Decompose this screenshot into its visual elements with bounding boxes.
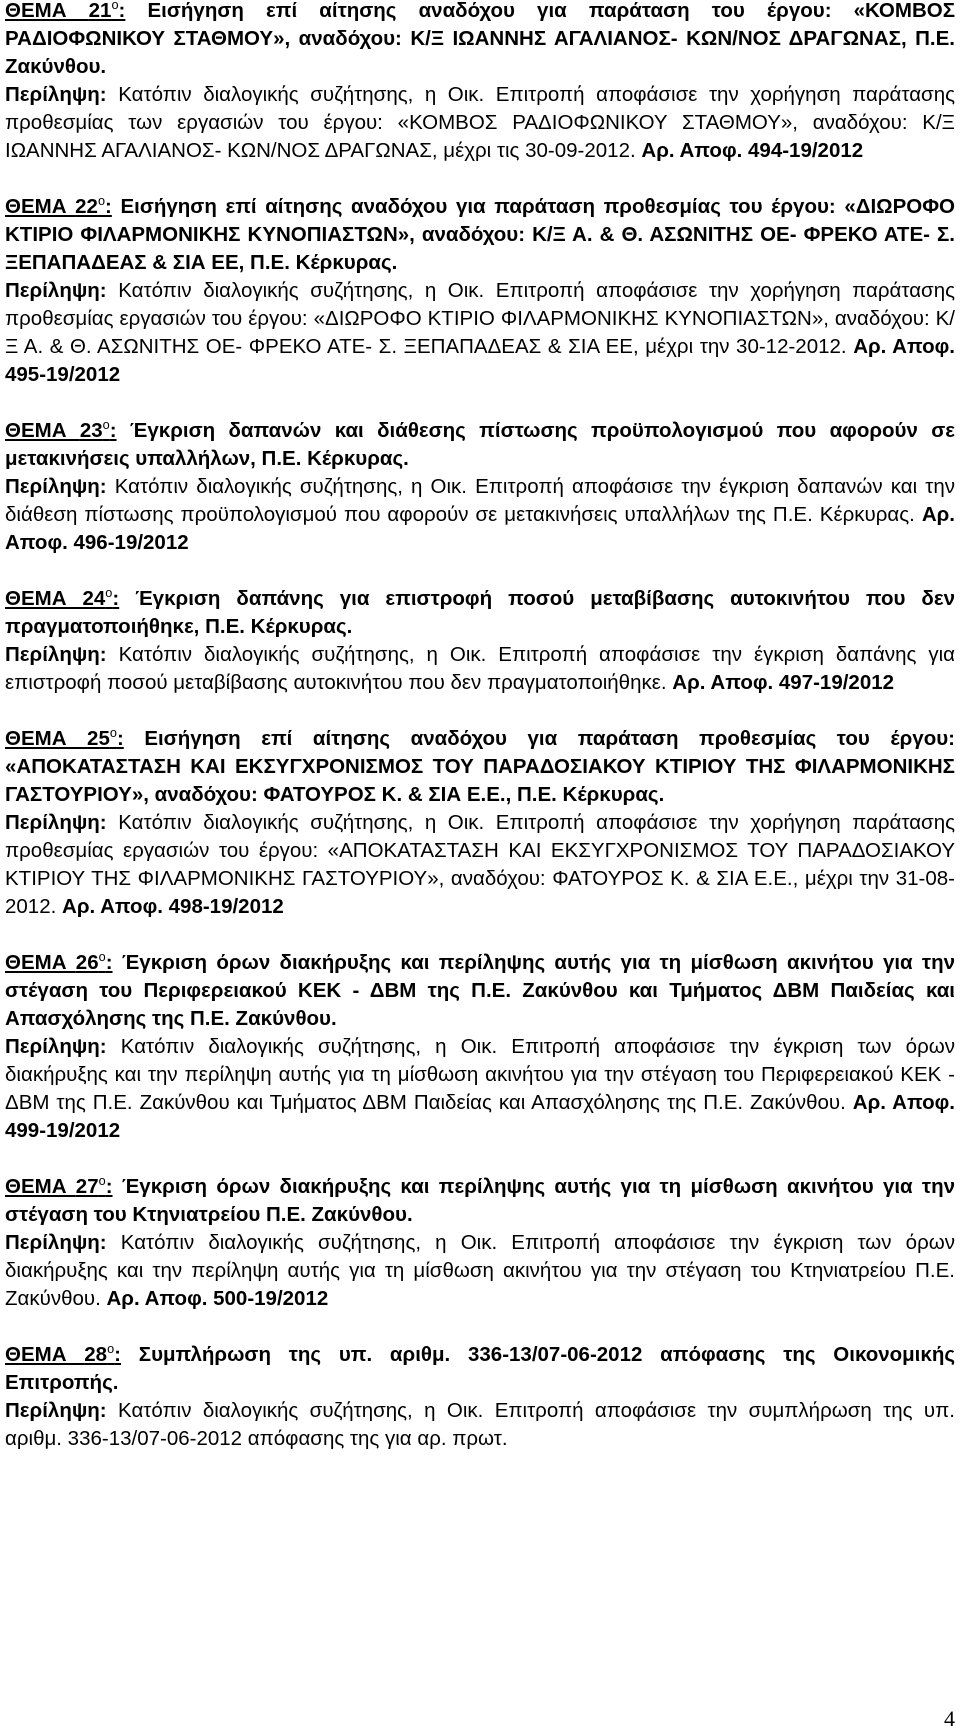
- item-heading: [5, 1341, 955, 1397]
- summary-label: Περίληψη:: [5, 1035, 107, 1058]
- theme-word: ΘΕΜΑ: [5, 1343, 67, 1366]
- summary-text: Κατόπιν διαλογικής συζήτησης, η Οικ. Επιτροπή αποφάσισε την έγκριση των όρων διακήρυξης και την περίληψη αυτής για τη μίσθωση ακινήτου για την στέγαση του Κτηνιατρείου Π.Ε. Ζακύνθου.: [5, 1231, 955, 1310]
- item-heading: [5, 725, 955, 809]
- item-title: Έγκριση όρων διακήρυξης και περίληψης αυτής για τη μίσθωση ακινήτου για την στέγαση του Περιφερειακού ΚΕΚ - ΔΒΜ της Π.Ε. Ζακύνθου και Τμήματος ΔΒΜ Παιδείας και Απασχόλησης της Π.Ε. Ζακύνθου.: [5, 951, 956, 1030]
- item-number: 27: [75, 1175, 99, 1198]
- item-label: ΘΕΜΑ $25^o$:: [5, 725, 124, 750]
- agenda-item-27: [5, 1173, 955, 1313]
- summary-text: Κατόπιν διαλογικής συζήτησης, η Οικ. Επιτροπή αποφάσισε την έγκριση δαπάνης για επιστροφή ποσού μεταβίβασης αυτοκινήτου που δεν πραγματοποιήθηκε.: [5, 643, 956, 694]
- summary-label: Περίληψη:: [5, 279, 107, 302]
- theme-word: ΘΕΜΑ: [5, 195, 67, 218]
- item-summary: [5, 809, 955, 921]
- theme-word: ΘΕΜΑ: [5, 727, 67, 750]
- agenda-item-22: [5, 193, 955, 389]
- item-label: ΘΕΜΑ $27^o$:: [5, 1173, 113, 1198]
- item-summary: [5, 1033, 955, 1145]
- item-title: Έγκριση δαπανών και διάθεσης πίστωσης προϋπολογισμού που αφορούν σε μετακινήσεις υπαλλήλων, Π.Ε. Κέρκυρας.: [5, 419, 955, 470]
- item-title: Συμπλήρωση της υπ. αριθμ. 336-13/07-06-2012 απόφασης της Οικονομικής Επιτροπής.: [5, 1343, 955, 1394]
- decision-number: Αρ. Αποφ. 498-19/2012: [62, 895, 284, 918]
- agenda-item-28: [5, 1341, 955, 1453]
- item-number: 26: [75, 951, 99, 974]
- summary-text: Κατόπιν διαλογικής συζήτησης, η Οικ. Επιτροπή αποφάσισε την χορήγηση παράτασης προθεσμίας των εργασιών του έργου: «ΚΟΜΒΟΣ ΡΑΔΙΟΦΩΝΙΚΟΥ ΣΤΑΘΜΟΥ», αναδόχου: Κ/Ξ ΙΩΑΝΝΗΣ ΑΓΑΛΙΑΝΟΣ- ΚΩΝ/ΝΟΣ ΔΡΑΓΩΝΑΣ, μέχρι τις 30-09-2012.: [5, 83, 955, 162]
- theme-word: ΘΕΜΑ: [5, 419, 67, 442]
- summary-text: Κατόπιν διαλογικής συζήτησης, η Οικ. Επιτροπή αποφάσισε την έγκριση των όρων διακήρυξης και την περίληψη αυτής για τη μίσθωση ακινήτου για την στέγαση του Περιφερειακού ΚΕΚ - ΔΒΜ της Π.Ε. Ζακύνθου και Τμήματος ΔΒΜ Παιδείας και Απασχόλησης της Π.Ε. Ζακύνθου.: [5, 1035, 955, 1114]
- item-title: Εισήγηση επί αίτησης αναδόχου για παράταση του έργου: «ΚΟΜΒΟΣ ΡΑΔΙΟΦΩΝΙΚΟΥ ΣΤΑΘΜΟΥ», αναδόχου: Κ/Ξ ΙΩΑΝΝΗΣ ΑΓΑΛΙΑΝΟΣ- ΚΩΝ/ΝΟΣ ΔΡΑΓΩΝΑΣ, Π.Ε. Ζακύνθου.: [5, 0, 955, 78]
- item-label: ΘΕΜΑ $28^o$:: [5, 1341, 121, 1366]
- summary-label: Περίληψη:: [5, 83, 107, 106]
- theme-word: ΘΕΜΑ: [5, 1175, 67, 1198]
- item-number: 21: [88, 0, 112, 22]
- summary-label: Περίληψη:: [5, 1399, 107, 1422]
- decision-number: Αρ. Αποφ. 497-19/2012: [672, 671, 895, 694]
- item-summary: [5, 81, 955, 165]
- item-label: ΘΕΜΑ $26^o$:: [5, 949, 113, 974]
- summary-text: Κατόπιν διαλογικής συζήτησης, η Οικ. Επιτροπή αποφάσισε την χορήγηση παράτασης προθεσμίας εργασιών του έργου: «ΔΙΩΡΟΦΟ ΚΤΙΡΙΟ ΦΙΛΑΡΜΟΝΙΚΗΣ ΚΥΝΟΠΙΑΣΤΩΝ», αναδόχου: Κ/Ξ Α. & Θ. ΑΣΩΝΙΤΗΣ ΟΕ- ΦΡΕΚΟ ΑΤΕ- Σ. ΞΕΠΑΠΑΔΕΑΣ & ΣΙΑ ΕΕ, μέχρι την 30-12-2012.: [5, 279, 955, 358]
- decision-number: Αρ. Αποφ. 500-19/2012: [106, 1287, 329, 1310]
- summary-label: Περίληψη:: [5, 643, 107, 666]
- agenda-item-25: [5, 725, 955, 921]
- agenda-item-21: [5, 0, 955, 165]
- ordinal-superscript: ο: [98, 949, 106, 965]
- item-title: Εισήγηση επί αίτησης αναδόχου για παράταση προθεσμίας του έργου: «ΔΙΩΡΟΦΟ ΚΤΙΡΙΟ ΦΙΛΑΡΜΟΝΙΚΗΣ ΚΥΝΟΠΙΑΣΤΩΝ», αναδόχου: Κ/Ξ Α. & Θ. ΑΣΩΝΙΤΗΣ ΟΕ- ΦΡΕΚΟ ΑΤΕ- Σ. ΞΕΠΑΠΑΔΕΑΣ & ΣΙΑ ΕΕ, Π.Ε. Κέρκυρας.: [5, 195, 956, 274]
- item-heading: [5, 585, 955, 641]
- item-title: Εισήγηση επί αίτησης αναδόχου για παράταση προθεσμίας του έργου: «ΑΠΟΚΑΤΑΣΤΑΣΗ ΚΑΙ ΕΚΣΥΓΧΡΟΝΙΣΜΟΣ ΤΟΥ ΠΑΡΑΔΟΣΙΑΚΟΥ ΚΤΙΡΙΟΥ ΤΗΣ ΦΙΛΑΡΜΟΝΙΚΗΣ ΓΑΣΤΟΥΡΙΟΥ», αναδόχου: ΦΑΤΟΥΡΟΣ Κ. & ΣΙΑ Ε.Ε., Π.Ε. Κέρκυρας.: [5, 727, 955, 806]
- item-heading: [5, 949, 955, 1033]
- ordinal-superscript: ο: [97, 193, 106, 209]
- agenda-item-26: [5, 949, 955, 1145]
- ordinal-superscript: ο: [98, 1173, 106, 1189]
- item-label: ΘΕΜΑ $24^o$:: [5, 585, 120, 610]
- document-page: [5, 0, 955, 1481]
- item-number: 25: [87, 727, 110, 750]
- ordinal-superscript: ο: [105, 585, 113, 601]
- item-summary: [5, 641, 955, 697]
- item-title: Έγκριση δαπάνης για επιστροφή ποσού μεταβίβασης αυτοκινήτου που δεν πραγματοποιήθηκε, Π.Ε. Κέρκυρας.: [5, 587, 955, 638]
- item-heading: [5, 0, 955, 81]
- item-label: ΘΕΜΑ $22^o$:: [5, 193, 112, 218]
- item-number: 23: [79, 419, 103, 442]
- decision-number: Αρ. Αποφ. 494-19/2012: [641, 139, 864, 162]
- decision-number: Αρ. Αποφ. 499-19/2012: [5, 1091, 955, 1142]
- summary-text: Κατόπιν διαλογικής συζήτησης, η Οικ. Επιτροπή αποφάσισε την χορήγηση παράτασης προθεσμίας εργασιών του έργου: «ΑΠΟΚΑΤΑΣΤΑΣΗ ΚΑΙ ΕΚΣΥΓΧΡΟΝΙΣΜΟΣ ΤΟΥ ΠΑΡΑΔΟΣΙΑΚΟΥ ΚΤΙΡΙΟΥ ΤΗΣ ΦΙΛΑΡΜΟΝΙΚΗΣ ΓΑΣΤΟΥΡΙΟΥ», αναδόχου: ΦΑΤΟΥΡΟΣ Κ. & ΣΙΑ Ε.Ε., μέχρι την 31-08-2012.: [5, 811, 955, 918]
- ordinal-superscript: ο: [109, 725, 117, 741]
- page-number: 4: [944, 1706, 955, 1731]
- item-summary: [5, 1229, 955, 1313]
- ordinal-superscript: ο: [111, 0, 119, 13]
- agenda-item-23: [5, 417, 955, 557]
- item-summary: [5, 277, 955, 389]
- summary-label: Περίληψη:: [5, 811, 107, 834]
- decision-number: Αρ. Αποφ. 495-19/2012: [5, 335, 955, 386]
- summary-text: Κατόπιν διαλογικής συζήτησης, η Οικ. Επιτροπή αποφάσισε την συμπλήρωση της υπ. αριθμ. 336-13/07-06-2012 απόφασης της για αρ. πρωτ.: [5, 1399, 955, 1450]
- item-summary: [5, 1397, 955, 1453]
- ordinal-superscript: ο: [102, 417, 110, 433]
- item-heading: [5, 417, 955, 473]
- item-number: 24: [82, 587, 106, 610]
- agenda-item-24: [5, 585, 955, 697]
- item-summary: [5, 473, 955, 557]
- item-number: 28: [84, 1343, 108, 1366]
- summary-label: Περίληψη:: [5, 1231, 107, 1254]
- item-label: ΘΕΜΑ $21^o$:: [5, 0, 125, 22]
- item-title: Έγκριση όρων διακήρυξης και περίληψης αυτής για τη μίσθωση ακινήτου για την στέγαση του Κτηνιατρείου Π.Ε. Ζακύνθου.: [5, 1175, 956, 1226]
- theme-word: ΘΕΜΑ: [5, 0, 67, 22]
- item-number: 22: [75, 195, 98, 218]
- ordinal-superscript: ο: [107, 1341, 115, 1357]
- summary-text: Κατόπιν διαλογικής συζήτησης, η Οικ. Επιτροπή αποφάσισε την έγκριση δαπανών και την διάθεση πίστωσης προϋπολογισμού που αφορούν σε μετακινήσεις υπαλλήλων της Π.Ε. Κέρκυρας.: [5, 475, 955, 526]
- item-label: ΘΕΜΑ $23^o$:: [5, 417, 117, 442]
- decision-number: Αρ. Αποφ. 496-19/2012: [5, 503, 955, 554]
- summary-label: Περίληψη:: [5, 475, 107, 498]
- theme-word: ΘΕΜΑ: [5, 587, 67, 610]
- item-heading: [5, 1173, 955, 1229]
- theme-word: ΘΕΜΑ: [5, 951, 67, 974]
- item-heading: [5, 193, 955, 277]
